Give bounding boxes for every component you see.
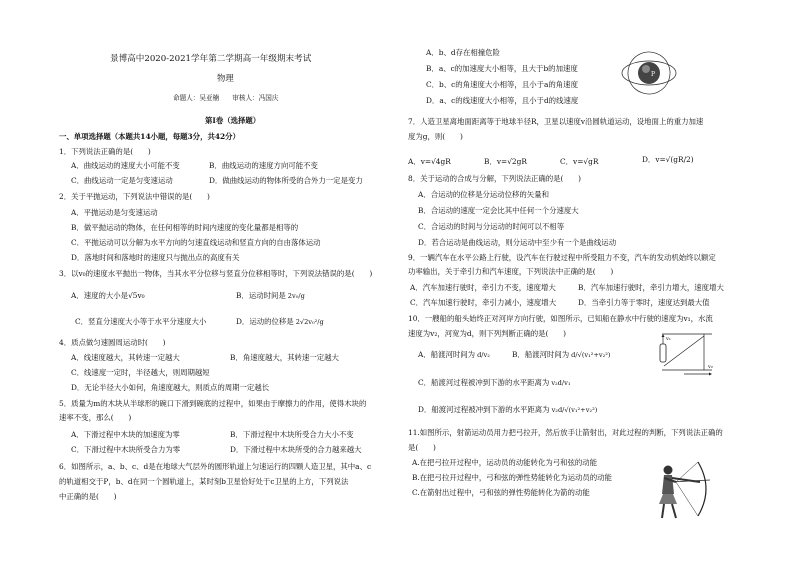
earth-sphere: [638, 62, 660, 84]
q5-option-b: B．下滑过程中木块所受合力大小不变: [230, 430, 354, 439]
question-10-line2: 速度为v₂，河宽为d，则下列判断正确的是( ): [408, 329, 567, 338]
archer-head: [664, 466, 673, 475]
v1-arrowhead: [662, 334, 665, 337]
q10-option-b-text: B．船渡河时间为: [512, 350, 570, 359]
q2-option-a: A．平抛运动是匀变速运动: [71, 208, 158, 217]
bow-shape: [698, 462, 706, 516]
q10-option-a-text: A．船渡河时间为: [418, 350, 476, 359]
question-5-line1: 5．质量为m的木块从半球形的碗口下滑到碗底的过程中，如果由于摩擦力的作用，使得木块的: [59, 399, 367, 408]
exam-title: 景博高中2020-2021学年第二学期高一年级期末考试: [110, 54, 312, 64]
v2-arrowhead: [709, 373, 712, 376]
bowstring-bottom: [676, 482, 698, 516]
q3-option-d-formula: 2√2v₀²/g: [295, 318, 324, 326]
q10-option-d-text: D．船渡河过程被冲到下游的水平距离为: [418, 405, 550, 414]
question-9-line2: 功率输出，关于牵引力和汽车速度，下列说法中正确的是( ): [408, 267, 614, 276]
q7-option-d: D．v=√(gR/2): [642, 155, 694, 164]
q3-option-b-text: 运动时间是: [248, 291, 286, 300]
q11-option-b: B.在把弓拉开过程中，弓和弦的弹性势能转化为运动员的动能: [412, 473, 612, 482]
q9-option-a: A．汽车加速行驶时，牵引力不变，速度增大: [410, 283, 556, 292]
q2-option-c: C．平抛运动可以分解为水平方向的匀速直线运动和竖直方向的自由落体运动: [71, 238, 321, 247]
q3-option-b-formula: 2v₀/g: [287, 292, 305, 300]
earth-highlight: [642, 65, 650, 73]
q1-option-a: A．曲线运动的速度大小可能不变: [71, 161, 180, 170]
q10-option-c: [418, 378, 571, 388]
q9-option-d: D．当牵引力等于零时，速度达到最大值: [578, 298, 710, 307]
part-heading: 一、单项选择题（本题共14小题，每题3分，共42分）: [59, 132, 240, 141]
q11-option-a: A.在把弓拉开过程中，运动员的动能转化为弓和弦的动能: [412, 458, 598, 467]
question-7-line2: 度为g，则( ): [408, 132, 463, 141]
q7-option-c: C．v=√gR: [560, 157, 599, 166]
subject-title: 物理: [217, 73, 234, 83]
q8-option-c: C．合运动的时间与分运动的时间可以不相等: [418, 222, 565, 231]
question-1: 1．下列说法正确的是( ): [59, 147, 151, 156]
q5-option-a: A．下滑过程中木块的加速度为零: [71, 430, 180, 439]
q10-option-a-formula: d/v₂: [477, 351, 490, 359]
q2-option-b: B．做平抛运动的物体，在任何相等的时间内速度的变化量都是相等的: [71, 223, 299, 232]
q1-option-d: D．做曲线运动的物体所受的合外力一定是变力: [209, 176, 363, 185]
q10-option-c-text: C．船渡河过程被冲到下游的水平距离为: [418, 378, 550, 387]
q7-option-a: A．v=√4gR: [408, 157, 451, 166]
river-crossing-figure: [654, 330, 716, 376]
archer-skirt: [659, 494, 677, 504]
section-heading: 第Ⅰ卷（选择题）: [205, 116, 261, 125]
q6-option-b: B．a、c的加速度大小相等，且大于b的加速度: [426, 64, 578, 73]
q5-option-c: C．下滑过程中木块所受合力为零: [71, 445, 181, 454]
q8-option-d: D．若合运动是曲线运动，则分运动中至少有一个是曲线运动: [418, 238, 617, 247]
archer-leg-left: [662, 504, 664, 518]
q8-option-b: B．合运动的速度一定会比其中任何一个分速度大: [418, 206, 579, 215]
q3-option-d-text: 运动的位移是: [249, 317, 294, 326]
q10-option-a: [418, 350, 490, 360]
q2-option-d: D．落地时间和落地时的速度只与抛出点的高度有关: [71, 253, 240, 262]
question-7-line1: 7．人造卫星离地面距离等于地球半径R，卫星以速度v沿圆轨道运动，设地面上的重力加速: [408, 117, 704, 126]
q1-option-b: B．曲线运动的速度方向可能不变: [209, 161, 318, 170]
archer-figure: [650, 458, 712, 520]
q3-option-d: [236, 317, 324, 327]
question-5-line2: 速率不变，那么( ): [59, 413, 132, 422]
boat-shape: [660, 344, 666, 362]
question-11-line1: 11.如图所示，射箭运动员用力把弓拉开，然后放手让箭射出，对此过程的判断，下列说法正确的: [408, 428, 723, 437]
v2-label: v₂: [708, 364, 713, 370]
q10-option-d: [418, 405, 597, 415]
q4-option-a: A．线速度越大，其转速一定越大: [71, 353, 180, 362]
q3-option-d-letter: D．: [236, 317, 250, 326]
question-11-line2: 是( ): [408, 443, 436, 452]
q10-option-b: [512, 350, 611, 360]
q5-option-d: D．下滑过程中木块所受的合力越来越大: [230, 445, 362, 454]
q10-option-d-formula: v₂d/√(v₁²+v₂²): [551, 406, 598, 414]
v1-label: v₁: [666, 336, 671, 342]
question-4: 4．质点做匀速圆周运动时( ): [59, 338, 166, 347]
q4-option-c: C．线速度一定时，半径越大，则周期越短: [71, 368, 210, 377]
q3-option-b: [236, 291, 305, 301]
question-6-line2: 的轨道相交于P，b、d在同一个圆轨道上，某时刻b卫星恰好处于c卫星的上方，下列说法: [59, 477, 349, 486]
archer-leg-right: [672, 504, 676, 518]
point-p-label: P: [651, 71, 656, 78]
question-6-line1: 6．如图所示，a、b、c、d是在地球大气层外的圆形轨道上匀速运行的四颗人造卫星，其中a、c: [59, 462, 372, 471]
q3-option-a: A．速度的大小是√5v₀: [71, 291, 145, 300]
q4-option-b: B．角速度越大，其转速一定越大: [230, 353, 339, 362]
satellite-orbit-figure: [620, 48, 678, 98]
q9-option-c: C．汽车加速行驶时，牵引力减小，速度增大: [410, 298, 557, 307]
authors-line: 命题人：吴亚楠 审核人：冯国庆: [173, 94, 279, 102]
question-9-line1: 9．一辆汽车在水平公路上行驶，设汽车在行驶过程中所受阻力不变，汽车的发动机始终以额定: [408, 253, 716, 262]
q3-option-b-letter: B．: [236, 291, 249, 300]
q9-option-b: B．汽车加速行驶时，牵引力增大，速度增大: [578, 283, 724, 292]
q6-option-d: D．a、c的线速度大小相等，且小于d的线速度: [426, 96, 579, 105]
q6-option-a: A．b、d存在相撞危险: [426, 48, 500, 57]
q3-option-c: C．竖直分速度大小等于水平分速度大小: [75, 317, 207, 326]
q11-option-c: C.在箭射出过程中，弓和弦的弹性势能转化为箭的动能: [412, 488, 590, 497]
q1-option-c: C．曲线运动一定是匀变速运动: [71, 176, 173, 185]
question-6-line3: 中正确的是( ): [59, 492, 117, 501]
q10-option-b-formula: d/√(v₁²+v₂²): [571, 351, 611, 359]
question-2: 2．关于平抛运动，下列说法中错误的是( ): [59, 192, 210, 201]
q7-option-b: B．v=√2gR: [484, 157, 527, 166]
q4-option-d: D．无论半径大小如何，角速度越大，则质点的周期一定越长: [71, 383, 270, 392]
question-10-line1: 10．一艘船的船头始终正对河岸方向行驶，如图所示，已知船在静水中行驶的速度为v₁，水流: [408, 314, 713, 323]
q6-option-c: C．b、c的角速度大小相等，且小于a的角速度: [426, 80, 578, 89]
question-3: 3．以v₀的速度水平抛出一物体，当其水平分位移与竖直分位移相等时，下列说法错误的是( ): [59, 269, 373, 278]
q8-option-a: A．合运动的位移是分运动位移的矢量和: [418, 190, 549, 199]
q10-option-c-formula: v₂d/v₁: [551, 379, 571, 387]
question-8: 8．关于运动的合成与分解，下列说法正确的是( ): [408, 174, 582, 183]
